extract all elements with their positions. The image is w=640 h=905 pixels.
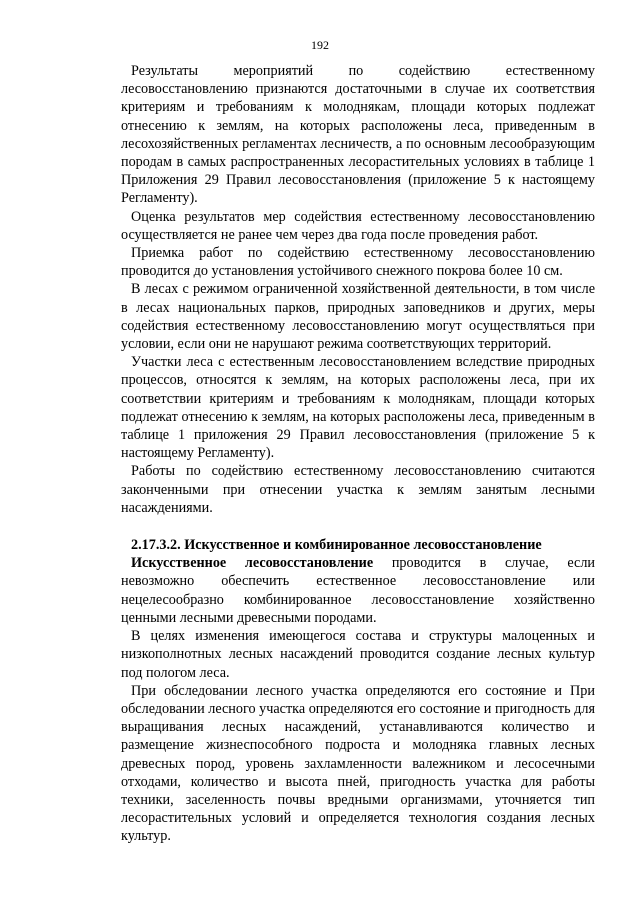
paragraph-understory-cultures: В целях изменения имеющегося состава и структуры малоценных и низкополнотных лесных насаждений проводится создание лесных культур под пологом леса. <box>121 628 595 681</box>
paragraph-acceptance-snow: Приемка работ по содействию естественному лесовосстановлению проводится до установления устойчивого снежного покрова более 10 см. <box>121 245 595 280</box>
paragraph-artificial-intro <box>121 554 595 627</box>
section-heading: 2.17.3.2. Искусственное и комбинированное лесовосстановление <box>131 537 542 554</box>
section-gap <box>121 517 595 536</box>
paragraph-results-criteria: Результаты мероприятий по содействию естественному лесовосстановлению признаются достаточными в случае их соответствия критериям и требованиям к молоднякам, площади которых подлежат отнесению к землям, на которых расположены леса, приведенным в лесохозяйственных регламентах лесничеств, а по основным лесообразующим породам в самых распространенных лесорастительных условиях в таблице 1 Приложения 29 Правил лесовосстановления (приложение 5 к настоящему Регламенту). <box>121 63 595 207</box>
bold-term: Искусственное лесовосстановление <box>131 555 374 572</box>
paragraph-site-survey: При обследовании лесного участка определяются его состояние и При обследовании лесного участка определяются его состояние и пригодность для выращивания лесных насаждений, устанавливаются количество и размещение жизнеспособного подроста и молодняка главных лесных древесных пород, уровень захламленности валежником и лесосечными отходами, количество и высота пней, пригодность участка для работы техники, заселенность почвы вредными организмами, уточняется тип лесорастительных условий и определяется технология создания лесных культур. <box>121 682 595 845</box>
intro-text: проводится в случае, если невозможно обеспечить естественное лесовосстановление или нецелесообразно комбинированное лесовосстановление хозяйственно ценными лесными древесными породами. <box>121 555 595 626</box>
paragraph-evaluation-timing: Оценка результатов мер содействия естественному лесовосстановлению осуществляется не ранее чем через два года после проведения работ. <box>121 208 595 243</box>
document-body <box>121 62 595 846</box>
paragraph-works-completed: Работы по содействию естественному лесовосстановлению считаются законченными при отнесении участка к землям занятым лесными насаждениями. <box>121 463 595 516</box>
paragraph-restricted-forests: В лесах с режимом ограниченной хозяйственной деятельности, в том числе в лесах национальных парков, природных заповедников и других, меры содействия естественному лесовосстановлению могут осуществляться при условии, если они не нарушают режима соответствующих территорий. <box>121 281 595 353</box>
page-number: 192 <box>311 38 329 52</box>
paragraph-natural-regeneration-plots: Участки леса с естественным лесовосстановлением вследствие природных процессов, относятся к землям, на которых расположены леса, при их соответствии критериям и требованиям к молоднякам, площади которых подлежат отнесению к землям, на которых расположены леса, приведенным в таблице 1 приложения 29 Правил лесовосстановления (приложение 5 к настоящему Регламенту). <box>121 354 595 462</box>
